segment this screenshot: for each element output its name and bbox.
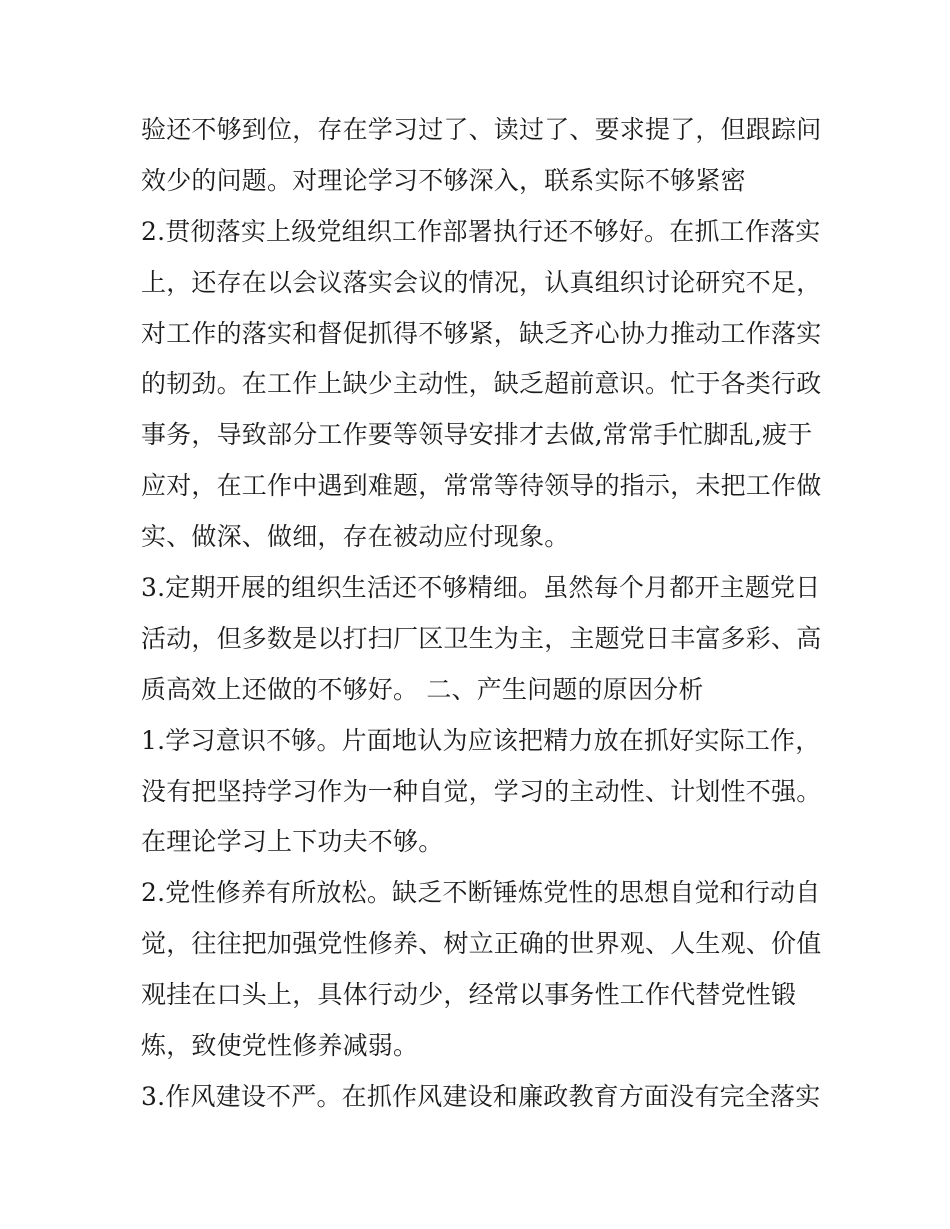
text-line: 在理论学习上下功夫不够。 (141, 827, 444, 857)
text-line: 的韧劲。在工作上缺少主动性，缺乏超前意识。忙于各类行政 (141, 369, 822, 399)
text-line: 没有把坚持学习作为一种自觉，学习的主动性、计划性不强。 (141, 776, 822, 806)
text-line: 3.定期开展的组织生活还不够精细。虽然每个月都开主题党日 (141, 573, 821, 603)
body-text (141, 105, 821, 1123)
text-line: 上，还存在以会议落实会议的情况，认真组织讨论研究不足， (141, 267, 822, 297)
text-line: 对工作的落实和督促抓得不够紧，缺乏齐心协力推动工作落实 (141, 318, 822, 348)
text-line: 事务，导致部分工作要等领导安排才去做,常常手忙脚乱,疲于 (141, 420, 813, 450)
text-line: 效少的问题。对理论学习不够深入，联系实际不够紧密 (141, 165, 746, 195)
text-line: 验还不够到位，存在学习过了、读过了、要求提了，但跟踪问 (141, 115, 822, 144)
text-line: 3.作风建设不严。在抓作风建设和廉政教育方面没有完全落实 (141, 1081, 821, 1111)
text-line: 2.贯彻落实上级党组织工作部署执行还不够好。在抓工作落实 (141, 216, 821, 246)
text-line: 应对，在工作中遇到难题，常常等待领导的指示，未把工作做 (141, 471, 822, 501)
text-line: 觉，往往把加强党性修养、树立正确的世界观、人生观、价值 (141, 929, 822, 959)
text-line: 1.学习意识不够。片面地认为应该把精力放在抓好实际工作， (141, 725, 821, 755)
text-line: 2.党性修养有所放松。缺乏不断锤炼党性的思想自觉和行动自 (141, 878, 821, 908)
text-line: 炼，致使党性修养减弱。 (141, 1031, 419, 1061)
text-line: 质高效上还做的不够好。 二、产生问题的原因分析 (141, 674, 704, 704)
text-line: 实、做深、做细，存在被动应付现象。 (141, 522, 570, 552)
text-line: 观挂在口头上，具体行动少，经常以事务性工作代替党性锻 (141, 980, 797, 1010)
text-line: 活动，但多数是以打扫厂区卫生为主，主题党日丰富多彩、高 (141, 623, 822, 653)
